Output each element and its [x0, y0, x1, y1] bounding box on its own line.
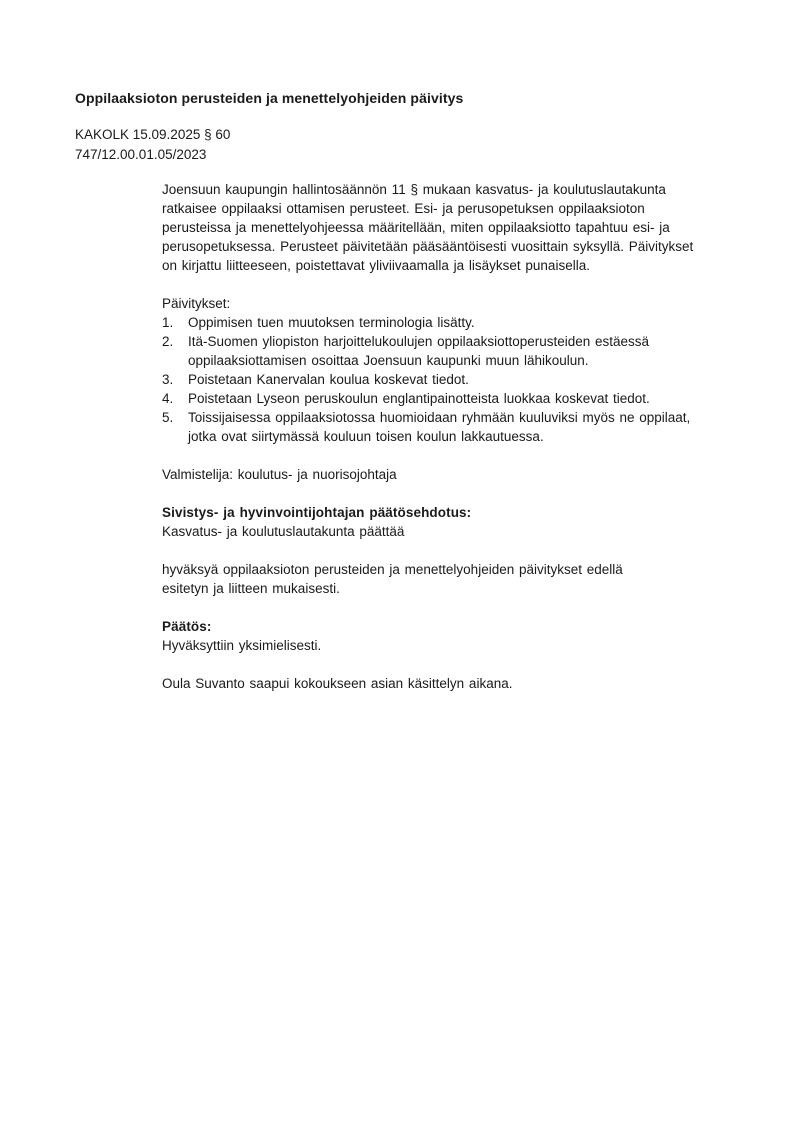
list-item-line: Itä-Suomen yliopiston harjoittelukoulujen oppilaaksiottoperusteiden estäessä [188, 334, 650, 349]
list-item-text [188, 408, 690, 446]
attendance-note: Oula Suvanto saapui kokoukseen asian käsittelyn aikana. [162, 676, 513, 691]
intro-line: on kirjattu liitteeseen, poistettavat yliviivaamalla ja lisäykset punaisella. [162, 258, 590, 273]
list-item [162, 370, 745, 389]
list-item-number: 1. [162, 315, 174, 330]
intro-line: Joensuun kaupungin hallintosäännön 11 § mukaan kasvatus- ja koulutuslautakunta [162, 182, 666, 197]
list-item [162, 313, 745, 332]
list-item-number: 3. [162, 372, 174, 387]
list-item [162, 389, 745, 408]
decision-text: Hyväksyttiin yksimielisesti. [162, 638, 322, 653]
proposal-paragraph [162, 560, 745, 598]
list-item-text [188, 313, 475, 332]
list-item-text [188, 389, 650, 408]
proposal-line: hyväksyä oppilaaksioton perusteiden ja menettelyohjeiden päivitykset edellä [162, 562, 623, 577]
list-item-line: Poistetaan Lyseon peruskoulun englantipainotteista luokkaa koskevat tiedot. [188, 391, 650, 406]
proposal-heading: Sivistys- ja hyvinvointijohtajan päätösehdotus: [162, 505, 472, 520]
list-item-number: 2. [162, 334, 174, 349]
list-item-line: Poistetaan Kanervalan koulua koskevat tiedot. [188, 372, 469, 387]
proposal-line: esitetyn ja liitteen mukaisesti. [162, 581, 340, 596]
list-item-line: Oppimisen tuen muutoksen terminologia lisätty. [188, 315, 475, 330]
intro-line: ratkaisee oppilaaksi ottamisen perusteet. Esi- ja perusopetuksen oppilaaksioton [162, 201, 645, 216]
intro-line: perusopetuksessa. Perusteet päivitetään pääsääntöisesti vuosittain syksyllä. Päivitykset [162, 239, 694, 254]
list-item-line: oppilaaksiottamisen osoittaa Joensuun kaupunki muun lähikoulun. [188, 353, 589, 368]
list-item-number: 4. [162, 391, 174, 406]
preparer-line: Valmistelija: koulutus- ja nuorisojohtaja [162, 467, 397, 482]
list-item-text [188, 332, 649, 370]
list-item-number: 5. [162, 410, 174, 425]
page-title: Oppilaaksioton perusteiden ja menettelyohjeiden päivitys [75, 90, 464, 106]
document-body [75, 89, 745, 693]
case-meta [75, 125, 745, 165]
updates-heading: Päivitykset: [162, 296, 231, 311]
list-item [162, 408, 745, 446]
list-item [162, 332, 745, 370]
list-item-line: jotka ovat siirtymässä kouluun toisen koulun lakkautuessa. [188, 429, 544, 444]
updates-list [162, 313, 745, 446]
intro-line: perusteissa ja menettelyohjeessa määritellään, miten oppilaaksiotto tapahtuu esi- ja [162, 220, 670, 235]
decision-heading: Päätös: [162, 619, 212, 634]
list-item-line: Toissijaisessa oppilaaksiotossa huomioidaan ryhmään kuuluviksi myös ne oppilaat, [188, 410, 691, 425]
list-item-text [188, 370, 469, 389]
case-reference: KAKOLK 15.09.2025 § 60 [75, 127, 231, 142]
content-column [162, 180, 745, 693]
case-number: 747/12.00.01.05/2023 [75, 147, 207, 162]
intro-paragraph [162, 180, 745, 275]
proposal-intro-line: Kasvatus- ja koulutuslautakunta päättää [162, 524, 405, 539]
